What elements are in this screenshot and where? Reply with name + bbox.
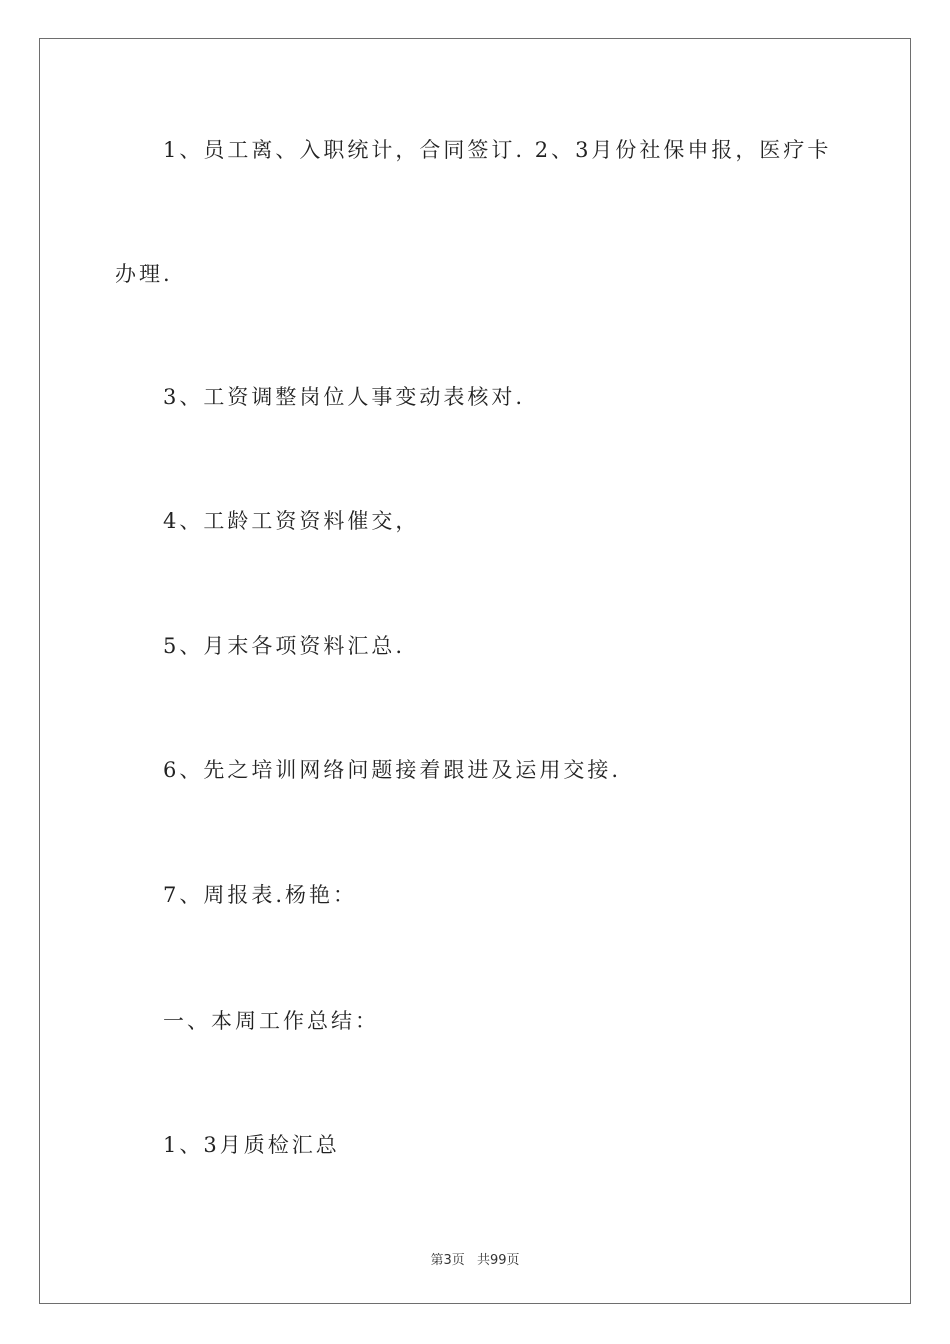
page-frame <box>39 38 911 1304</box>
page-number: 第3页 <box>430 1253 465 1268</box>
page-footer <box>0 1249 950 1268</box>
page-total: 共99页 <box>476 1253 520 1268</box>
text-line-7: 7、周报表.杨艳： <box>163 883 358 907</box>
text-line-8: 一、本周工作总结： <box>163 1009 379 1033</box>
text-line-6: 6、先之培训网络问题接着跟进及运用交接. <box>163 758 622 782</box>
text-line-5: 5、月末各项资料汇总. <box>163 634 406 658</box>
text-line-4: 4、工龄工资资料催交， <box>163 509 420 533</box>
text-line-3: 3、工资调整岗位人事变动表核对. <box>163 385 526 409</box>
text-line-1: 1、员工离、入职统计，合同签订. 2、3月份社保申报，医疗卡 <box>163 138 832 162</box>
text-line-9: 1、3月质检汇总 <box>163 1133 340 1157</box>
text-line-2: 办理. <box>115 262 173 286</box>
